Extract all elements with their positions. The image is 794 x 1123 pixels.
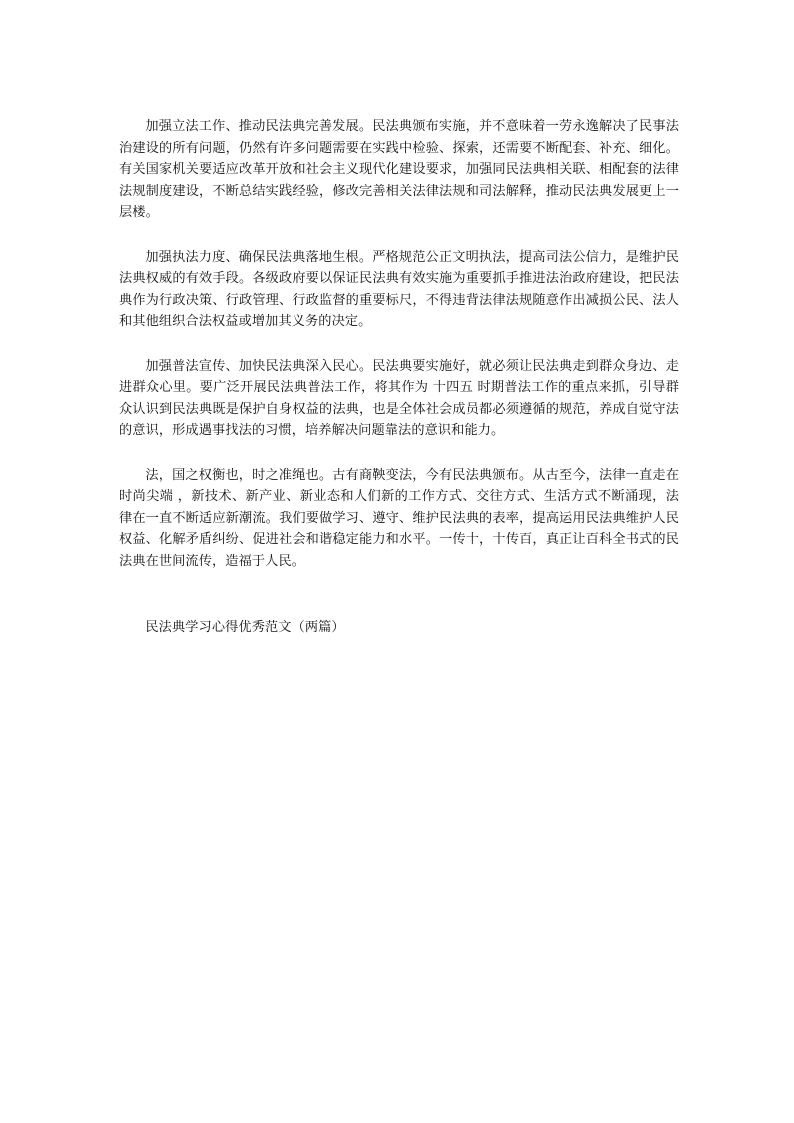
- document-footer-title: 民法典学习心得优秀范文（两篇）: [145, 620, 345, 635]
- paragraph-conclusion: 法，国之权衡也，时之准绳也。古有商鞅变法，今有民法典颁布。从古至今，法律一直走在 时尚尖端 ，新技术、新产业、新业态和人们新的工作方式、交往方式、生活方式不断涌现，法律在一直不断适应新潮流。我们要做学习、遵守、维护民法典的表率，提高运用民法典维护人民权益、化解矛盾纠纷、促进社会和谐稳定能力和水平。一传十，十传百，真正让百科全书式的民法典在世间流传，造福于人民。: [119, 467, 679, 569]
- paragraph-legislation: 加强立法工作、推动民法典完善发展。民法典颁布实施，并不意味着一劳永逸解决了民事法治建设的所有问题，仍然有许多问题需要在实践中检验、探索，还需要不断配套、补充、细化。有关国家机关要适应改革开放和社会主义现代化建设要求，加强同民法典相关联、相配套的法律法规制度建设，不断总结实践经验，修改完善相关法律法规和司法解释，推动民法典发展更上一层楼。: [119, 119, 679, 220]
- document-body: [119, 116, 679, 595]
- paragraph-enforcement: 加强执法力度、确保民法典落地生根。严格规范公正文明执法，提高司法公信力，是维护民法典权威的有效手段。各级政府要以保证民法典有效实施为重要抓手推进法治政府建设，把民法典作为行政决策、行政管理、行政监督的重要标尺，不得违背法律法规随意作出减损公民、法人和其他组织合法权益或增加其义务的决定。: [119, 249, 679, 329]
- paragraph-publicity: 加强普法宣传、加快民法典深入民心。民法典要实施好，就必须让民法典走到群众身边、走进群众心里。要广泛开展民法典普法工作，将其作为 十四五 时期普法工作的重点来抓，引导群众认识到民法典既是保护自身权益的法典，也是全体社会成员都必须遵循的规范，养成自觉守法的意识，形成遇事找法的习惯，培养解决问题靠法的意识和能力。: [119, 358, 679, 438]
